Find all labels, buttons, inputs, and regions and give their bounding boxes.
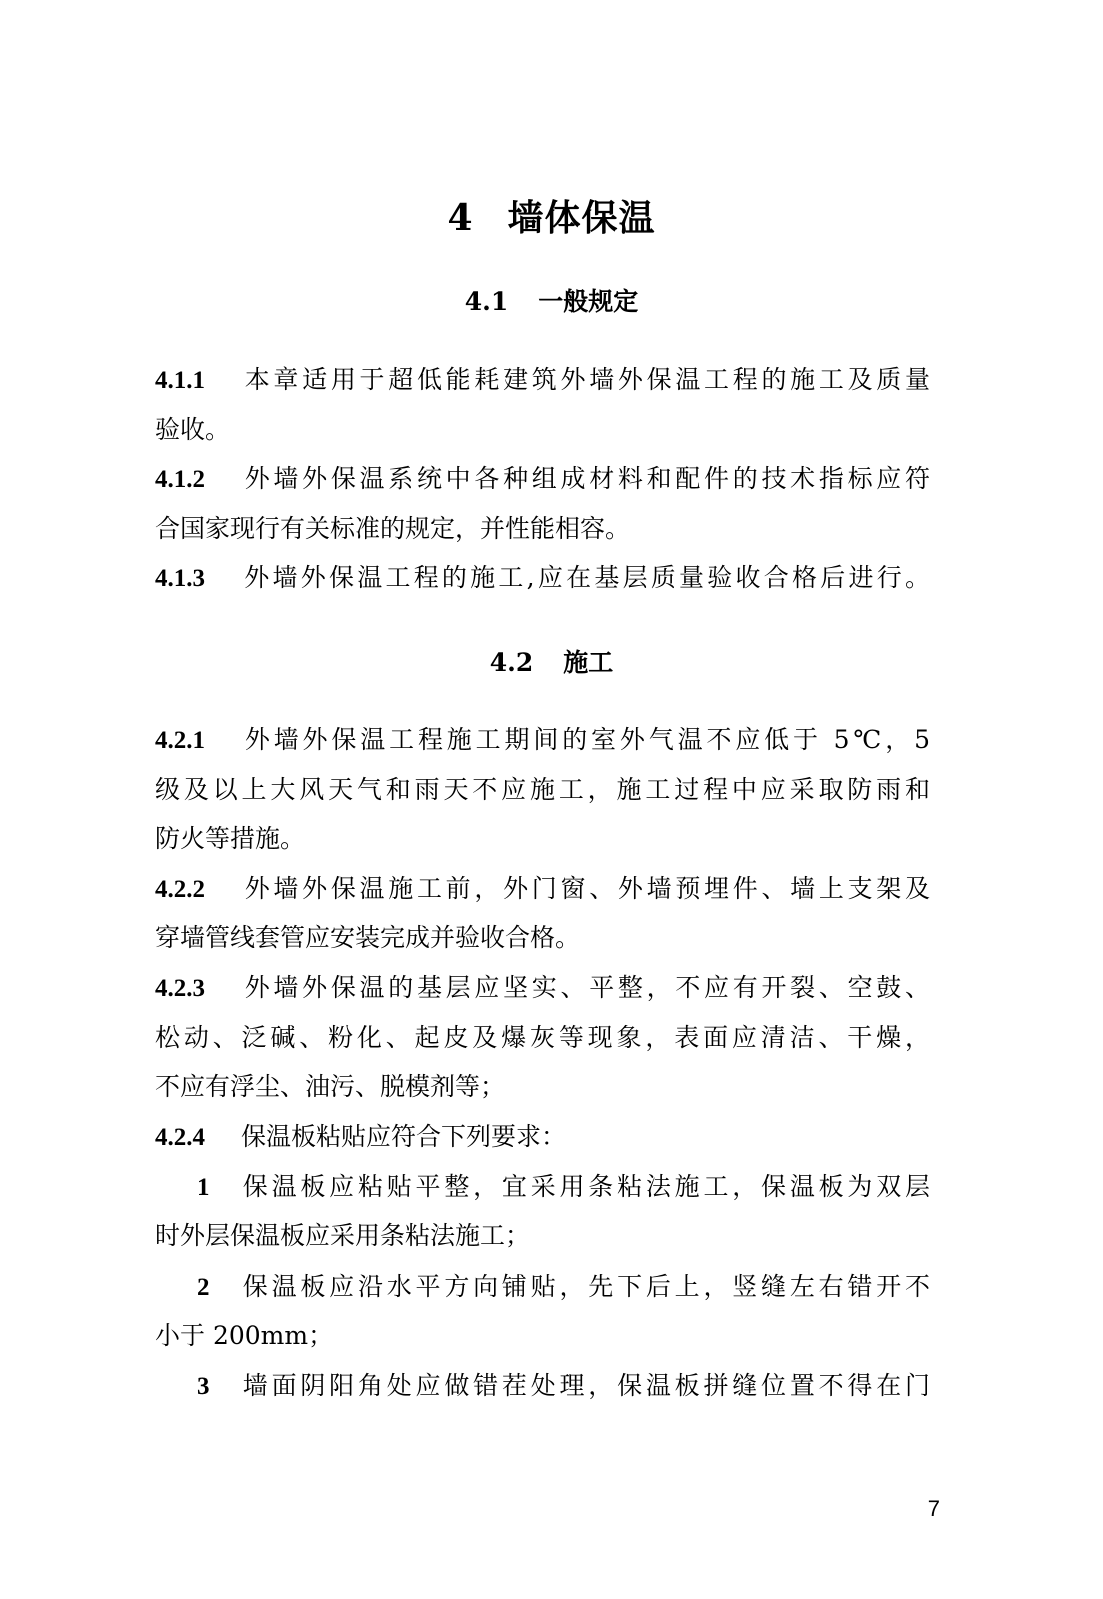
chapter-title-text: 墙体保温	[507, 197, 656, 239]
item-text: 保温板应沿水平方向铺贴，先下后上，竖缝左右错开不	[239, 1272, 930, 1301]
item-1-line-2	[155, 1219, 930, 1253]
item-2-line-2	[155, 1319, 930, 1353]
clause-4-2-1-line-2	[155, 773, 930, 807]
clause-text: 外墙外保温的基层应坚实、平整，不应有开裂、空鼓、	[241, 973, 930, 1002]
section-title-text: 施工	[563, 648, 614, 677]
clause-number: 4.1.3	[155, 565, 205, 592]
clause-text: 外墙外保温系统中各种组成材料和配件的技术指标应符	[241, 464, 930, 493]
clause-4-2-4-line-1	[155, 1120, 930, 1155]
item-text: 墙面阴阳角处应做错茬处理，保温板拼缝位置不得在门	[239, 1371, 930, 1400]
clause-text: 验收。	[155, 415, 231, 444]
clause-text: 松动、泛碱、粉化、起皮及爆灰等现象，表面应清洁、干燥，	[155, 1023, 930, 1052]
clause-4-2-3-line-3	[155, 1070, 930, 1104]
chapter-title	[0, 190, 1103, 241]
clause-text: 不应有浮尘、油污、脱模剂等；	[155, 1072, 506, 1101]
clause-number: 4.2.4	[155, 1124, 205, 1151]
section-title-4-2	[0, 643, 1103, 679]
clause-text: 防火等措施。	[155, 824, 306, 853]
clause-text: 本章适用于超低能耗建筑外墙外保温工程的施工及质量	[241, 365, 930, 394]
clause-number: 4.2.2	[155, 876, 205, 903]
item-2-line-1	[155, 1270, 930, 1305]
item-3-line-1	[155, 1369, 930, 1404]
clause-text: 级及以上大风天气和雨天不应施工，施工过程中应采取防雨和	[155, 775, 930, 804]
section-number: 4.1	[464, 287, 509, 316]
clause-4-2-1-line-1	[155, 723, 930, 758]
clause-text: 外墙外保温工程的施工,应在基层质量验收合格后进行。	[241, 563, 930, 592]
clause-4-2-3-line-1	[155, 971, 930, 1006]
item-number: 1	[197, 1174, 210, 1201]
clause-text: 合国家现行有关标准的规定，并性能相容。	[155, 514, 631, 543]
clause-4-1-2-line-2	[155, 512, 930, 546]
clause-4-2-1-line-3	[155, 822, 930, 856]
item-text: 小于 200mm；	[155, 1321, 334, 1350]
clause-number: 4.1.2	[155, 466, 205, 493]
item-number: 2	[197, 1274, 210, 1301]
section-number: 4.2	[489, 648, 534, 677]
item-1-line-1	[155, 1170, 930, 1205]
page-number: 7	[927, 1496, 940, 1521]
clause-number: 4.1.1	[155, 367, 205, 394]
clause-4-2-2-line-2	[155, 921, 930, 955]
item-number: 3	[197, 1373, 210, 1400]
item-text: 时外层保温板应采用条粘法施工；	[155, 1221, 531, 1250]
clause-text: 外墙外保温工程施工期间的室外气温不应低于 5℃，5	[241, 725, 930, 754]
section-title-text: 一般规定	[538, 287, 639, 316]
clause-text: 保温板粘贴应符合下列要求：	[241, 1122, 567, 1151]
clause-4-2-3-line-2	[155, 1021, 930, 1055]
clause-4-1-1-line-2	[155, 413, 930, 447]
clause-number: 4.2.3	[155, 975, 205, 1002]
clause-4-1-1-line-1	[155, 363, 930, 398]
clause-4-2-2-line-1	[155, 872, 930, 907]
item-text: 保温板应粘贴平整，宜采用条粘法施工，保温板为双层	[239, 1172, 930, 1201]
section-title-4-1	[0, 282, 1103, 318]
clause-4-1-2-line-1	[155, 462, 930, 497]
clause-text: 穿墙管线套管应安装完成并验收合格。	[155, 923, 581, 952]
clause-text: 外墙外保温施工前，外门窗、外墙预埋件、墙上支架及	[241, 874, 930, 903]
clause-4-1-3-line-1	[155, 561, 930, 596]
clause-number: 4.2.1	[155, 727, 205, 754]
chapter-number: 4	[447, 197, 474, 239]
